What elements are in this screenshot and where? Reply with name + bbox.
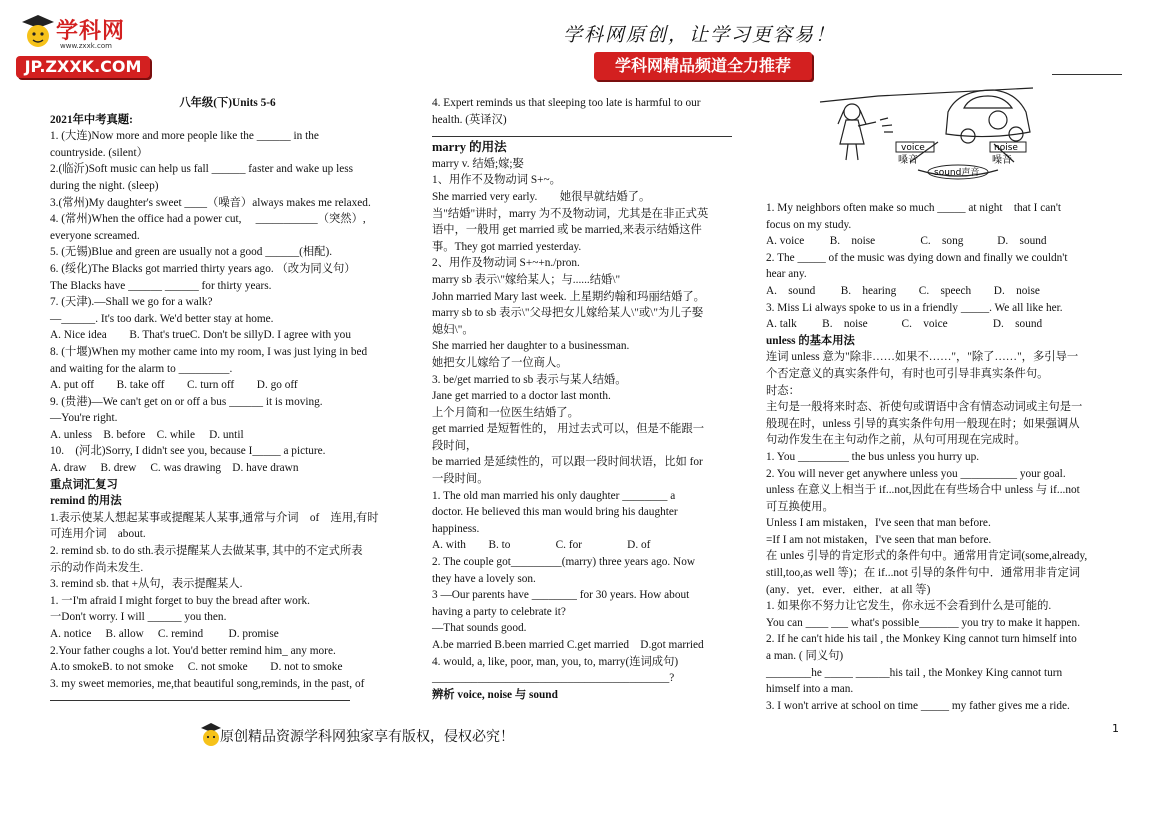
question-line: A. Nice idea B. That's trueC. Don't be sillyD. I agree with you (50, 329, 351, 342)
text-line: unless 在意义上相当于 if...not,因此在有些场合中 unless 与 if...not (766, 484, 1080, 497)
text-line: 她把女儿嫁给了一位商人。 (432, 356, 568, 369)
question-line: everyone screamed. (50, 229, 140, 242)
mascot-icon (20, 14, 56, 54)
page-number: 1 (1112, 722, 1119, 735)
question-line: —You're right. (50, 412, 118, 425)
question-line: 9. (贵港)—We can't get on or off a bus ______ it is moving. (50, 395, 323, 408)
question-line: 2. If he can't hide his tail , the Monkey King cannot turn himself into (766, 633, 1077, 646)
question-line: 2. You will never get anywhere unless you __________ your goal. (766, 467, 1066, 480)
text-line: (any．yet．ever．either．at all 等) (766, 583, 931, 596)
column-1 (50, 95, 405, 709)
label-voice: voice (901, 143, 925, 153)
question-line: 1. The old man married his only daughter ________ a (432, 489, 676, 502)
question-line: hear any. (766, 268, 807, 281)
question-line: —______. It's too dark. We'd better stay at home. (50, 312, 274, 325)
question-line: 2.Your father coughs a lot. You'd better remind him_ any more. (50, 644, 336, 657)
question-line: focus on my study. (766, 218, 852, 231)
footer-mascot-icon (200, 722, 222, 748)
site-logo[interactable] (20, 14, 160, 80)
question-line: 3. I won't arrive at school on time _____ my father gives me a ride. (766, 699, 1070, 712)
text-line: 1、用作不及物动词 S+~。 (432, 174, 561, 187)
question-line: 3.(常州)My daughter's sweet ____（噪音）always makes me relaxed. (50, 196, 371, 209)
text-line: 事。They got married yesterday. (432, 240, 582, 253)
text-line: 可连用介词 about. (50, 528, 146, 541)
question-line: and waiting for the alarm to _________. (50, 362, 233, 375)
copyright-notice: 原创精品资源学科网独家享有版权，侵权必究！ (220, 729, 514, 745)
question-line: You can ____ ___ what's possible_______ you try to make it happen. (766, 616, 1081, 629)
sound-illustration (818, 62, 1038, 184)
text-line: 媳妇\"。 (432, 323, 474, 336)
section-heading: 辨析 voice, noise 与 sound (432, 688, 558, 701)
question-line: __________________________________________? (432, 672, 675, 685)
question-line: A. put off B. take off C. turn off D. go off (50, 379, 298, 392)
text-line: 3. be/get married to sb 表示与某人结婚。 (432, 373, 627, 386)
answer-line (50, 692, 350, 701)
question-line: 8. (十堰)When my mother came into my room, I was just lying in bed (50, 345, 368, 358)
text-line: 时态： (766, 384, 800, 397)
question-line: 6. (绥化)The Blacks got married thirty years ago. （改为同义句） (50, 262, 356, 275)
question-line: having a party to celebrate it? (432, 605, 566, 618)
text-line: 示的动作尚未发生. (50, 561, 144, 574)
question-line: 4. would, a, like, poor, man, you, to, marry(连词成句) (432, 655, 679, 668)
text-line: 可互换使用。 (766, 500, 834, 513)
section-heading: remind 的用法 (50, 495, 122, 508)
question-line: A. unless B. before C. while D. until (50, 428, 244, 441)
question-line: A.be married B.been married C.get married D.got married (432, 639, 704, 651)
question-line: A. sound B. hearing C. speech D. noise (766, 284, 1040, 297)
label-voice-cn: 嗓音 (898, 155, 918, 166)
text-line: marry sb 表示\"嫁给某人；与......结婚\" (432, 273, 621, 286)
question-line: himself into a man. (766, 683, 854, 696)
question-line: A. notice B. allow C. remind D. promise (50, 628, 279, 640)
question-line: countryside. (silent） (50, 146, 148, 159)
logo-url: www.zxxk.com (60, 42, 112, 50)
question-line: 4. (常州)When the office had a power cut, ___________（突然）, (50, 213, 366, 226)
text-line: 3. remind sb. that +从句，表示提醒某人. (50, 578, 243, 591)
question-line: health. (英译汉) (432, 113, 507, 126)
question-line: 2. The couple got_________(marry) three years ago. Now (432, 556, 695, 569)
question-line: A. draw B. drew C. was drawing D. have drawn (50, 462, 299, 475)
question-line: 2. The _____ of the music was dying down and finally we couldn't (766, 251, 1068, 264)
answer-line (432, 128, 732, 137)
question-line: A. voice B. noise C. song D. sound (766, 235, 1047, 248)
text-line: 连词 unless 意为"除非……如果不……"，"除了……"，多引导一 (766, 351, 1079, 364)
text-line: =If I am not mistaken，I've seen that man before. (766, 533, 992, 546)
logo-text: 学科网 (56, 19, 126, 44)
question-line: —That sounds good. (432, 622, 527, 635)
column-2 (432, 95, 740, 703)
label-sound: sound声音 (934, 168, 980, 178)
question-line: A. with B. to C. for D. of (432, 539, 651, 552)
text-line: marry sb to sb 表示\"父母把女儿嫁给某人\"或\"为儿子娶 (432, 307, 704, 320)
question-line: during the night. (sleep) (50, 179, 159, 192)
question-line: a man. ( 同义句) (766, 650, 844, 663)
text-line: 2、用作及物动词 S+~+n./pron. (432, 257, 580, 270)
text-line: 在 unles 引导的肯定形式的条件句中。通常用肯定词(some,already, (766, 550, 1088, 563)
question-line: 1. 如果你不努力让它发生，你永远不会看到什么是可能的. (766, 600, 1052, 613)
question-line: The Blacks have ______ ______ for thirty years. (50, 279, 272, 292)
text-line: Jane get married to a doctor last month. (432, 390, 611, 403)
question-line: 3 —Our parents have ________ for 30 years. How about (432, 589, 690, 602)
text-line: 主句是一般将来时态、祈使句或谓语中含有情态动词或主句是一 (766, 401, 1083, 414)
text-line: She married very early. 她很早就结婚了。 (432, 190, 651, 203)
text-line: 2. remind sb. to do sth.表示提醒某人去做某事, 其中的不定式所表 (50, 545, 363, 558)
question-line: 1. You _________ the bus unless you hurry up. (766, 450, 980, 463)
question-line: 3. my sweet memories, me,that beautiful song,reminds, in the past, of (50, 677, 365, 690)
text-line: 般现在时，unless 引导的真实条件句用一般现在时；如果强调从 (766, 417, 1080, 430)
question-line: 3. Miss Li always spoke to us in a friendly _____. We all like her. (766, 301, 1063, 314)
text-line: 句动作发生在主句动作之前，从句可用现在完成时。 (766, 434, 1026, 447)
section-heading: unless 的基本用法 (766, 334, 855, 347)
logo-domain: JP.ZXXK.COM (16, 56, 150, 78)
text-line: 当"结婚"讲时，marry 为不及物动词，尤其是在非正式英 (432, 207, 709, 220)
label-noise-cn: 噪音 (992, 155, 1012, 166)
question-line: 1. 一I'm afraid I might forget to buy the bread after work. (50, 594, 311, 607)
column-3 (766, 200, 1126, 714)
label-noise: noise (994, 143, 1018, 153)
section-heading: 2021年中考真题: (50, 113, 133, 126)
question-line: 4. Expert reminds us that sleeping too late is harmful to our (432, 97, 701, 109)
text-line: 语中，一般用 get married 或 be married,来表示结婚这件 (432, 224, 702, 237)
question-line: 1. (大连)Now more and more people like the ______ in the (50, 130, 319, 143)
question-line: doctor. He believed this man would bring his daughter (432, 506, 678, 519)
text-line: 一段时间。 (432, 473, 489, 486)
question-line: ________he _____ ______his tail , the Monkey King cannot turn (766, 666, 1063, 679)
text-line: marry v. 结婚;嫁;娶 (432, 157, 524, 170)
text-line: Unless I am mistaken，I've seen that man before. (766, 517, 991, 530)
text-line: 上个月简和一位医生结婚了。 (432, 406, 579, 419)
question-line: 10. (河北)Sorry, I didn't see you, because I_____ a picture. (50, 445, 326, 458)
text-line: 个否定意义的真实条件句，有时也可引导非真实条件句。 (766, 367, 1049, 380)
text-line: 段时间， (432, 439, 478, 452)
header-banner: 学科网精品频道全力推荐 (594, 52, 812, 80)
header-rule (1052, 74, 1122, 75)
question-line: they have a lovely son. (432, 572, 536, 585)
question-line: A.to smokeB. to not smoke C. not smoke D. not to smoke (50, 661, 343, 674)
section-heading: marry 的用法 (432, 140, 507, 155)
text-line: 1.表示使某人想起某事或提醒某人某事,通常与介词 of 连用,有时 (50, 511, 379, 524)
text-line: be married 是延续性的，可以跟一段时间状语，比如 for (432, 456, 703, 469)
question-line: 1. My neighbors often make so much _____ at night that I can't (766, 202, 1062, 214)
question-line: 一Don't worry. I will ______ you then. (50, 611, 227, 624)
text-line: still,too,as well 等)；在 if...not 引导的条件句中．通常用非肯定词 (766, 567, 1081, 580)
question-line: 7. (天津).—Shall we go for a walk? (50, 296, 213, 309)
question-line: happiness. (432, 522, 480, 535)
question-line: 5. (无锡)Blue and green are usually not a good ______(相配). (50, 246, 333, 259)
section-heading: 重点词汇复习 (50, 478, 118, 491)
unit-title: 八年级(下)Units 5-6 (179, 97, 276, 109)
question-line: 2.(临沂)Soft music can help us fall ______ faster and wake up less (50, 163, 354, 176)
question-line: A. talk B. noise C. voice D. sound (766, 318, 1043, 331)
text-line: John married Mary last week. 上星期约翰和玛丽结婚了。 (432, 290, 705, 303)
text-line: get married 是短暂性的， 用过去式可以，但是不能跟一 (432, 423, 705, 436)
header-slogan: 学科网原创，让学习更容易！ (563, 24, 837, 46)
text-line: She married her daughter to a businessman. (432, 340, 630, 353)
